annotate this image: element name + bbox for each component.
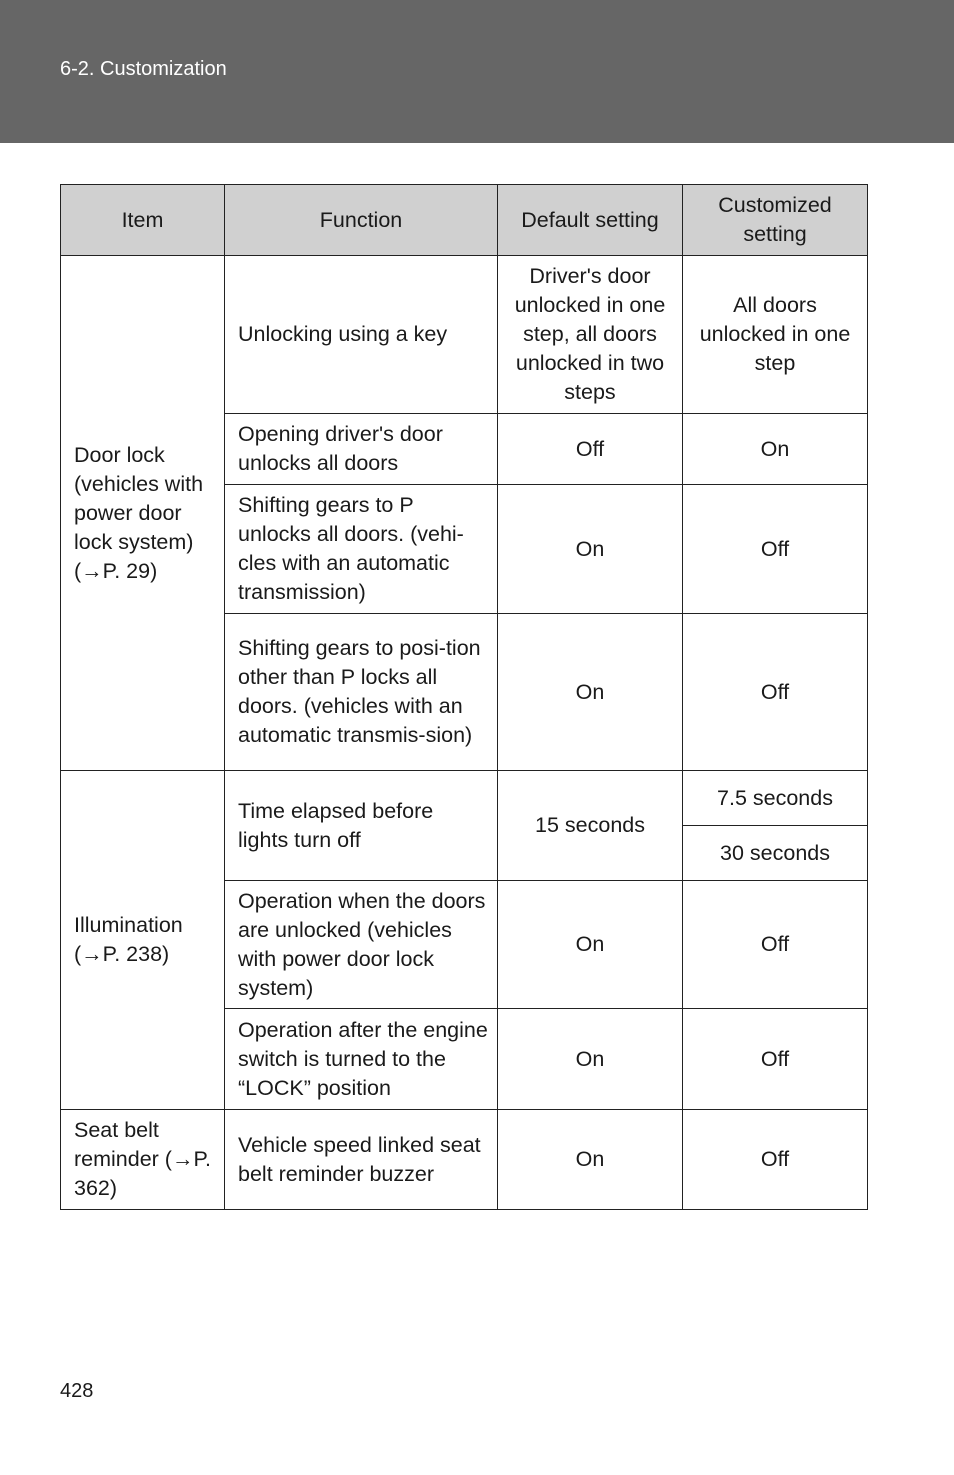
table-row xyxy=(61,1110,868,1210)
customized-cell: 7.5 seconds xyxy=(683,771,868,826)
customized-cell: Off xyxy=(683,881,868,1009)
customized-cell: On xyxy=(683,414,868,485)
column-header-default: Default setting xyxy=(498,185,683,256)
function-cell: Unlocking using a key xyxy=(225,256,498,414)
column-header-function: Function xyxy=(225,185,498,256)
column-header-item: Item xyxy=(61,185,225,256)
function-cell: Operation when the doors are unlocked (vehicles with power door lock system) xyxy=(225,881,498,1009)
default-cell: Driver's door unlocked in one step, all doors unlocked in two steps xyxy=(498,256,683,414)
section-title: 6-2. Customization xyxy=(60,58,227,80)
default-cell: On xyxy=(498,485,683,614)
default-cell: On xyxy=(498,881,683,1009)
item-cell-illumination: Illumination (→P. 238) xyxy=(61,771,225,1110)
function-cell: Vehicle speed linked seat belt reminder buzzer xyxy=(225,1110,498,1210)
function-cell: Operation after the engine switch is turned to the “LOCK” position xyxy=(225,1009,498,1110)
customized-cell: Off xyxy=(683,1009,868,1110)
column-header-customized: Customized setting xyxy=(683,185,868,256)
table-row xyxy=(61,256,868,414)
default-cell: On xyxy=(498,614,683,771)
table-header-row xyxy=(61,185,868,256)
function-cell: Opening driver's door unlocks all doors xyxy=(225,414,498,485)
function-cell: Shifting gears to P unlocks all doors. (vehi-cles with an automatic transmission) xyxy=(225,485,498,614)
customized-cell: 30 seconds xyxy=(683,826,868,881)
customized-cell: Off xyxy=(683,1110,868,1210)
function-cell: Time elapsed before lights turn off xyxy=(225,771,498,881)
function-cell: Shifting gears to posi-tion other than P locks all doors. (vehicles with an automatic transmis-sion) xyxy=(225,614,498,771)
default-cell: On xyxy=(498,1009,683,1110)
customized-cell: All doors unlocked in one step xyxy=(683,256,868,414)
customized-cell: Off xyxy=(683,485,868,614)
header-bar xyxy=(0,0,954,143)
page-number: 428 xyxy=(60,1380,94,1402)
customized-cell: Off xyxy=(683,614,868,771)
default-cell: On xyxy=(498,1110,683,1210)
customization-table xyxy=(60,184,868,1210)
item-cell-door-lock: Door lock (vehicles with power door lock system) (→P. 29) xyxy=(61,256,225,771)
item-cell-seat-belt: Seat belt reminder (→P. 362) xyxy=(61,1110,225,1210)
table-row xyxy=(61,771,868,826)
default-cell: 15 seconds xyxy=(498,771,683,881)
default-cell: Off xyxy=(498,414,683,485)
